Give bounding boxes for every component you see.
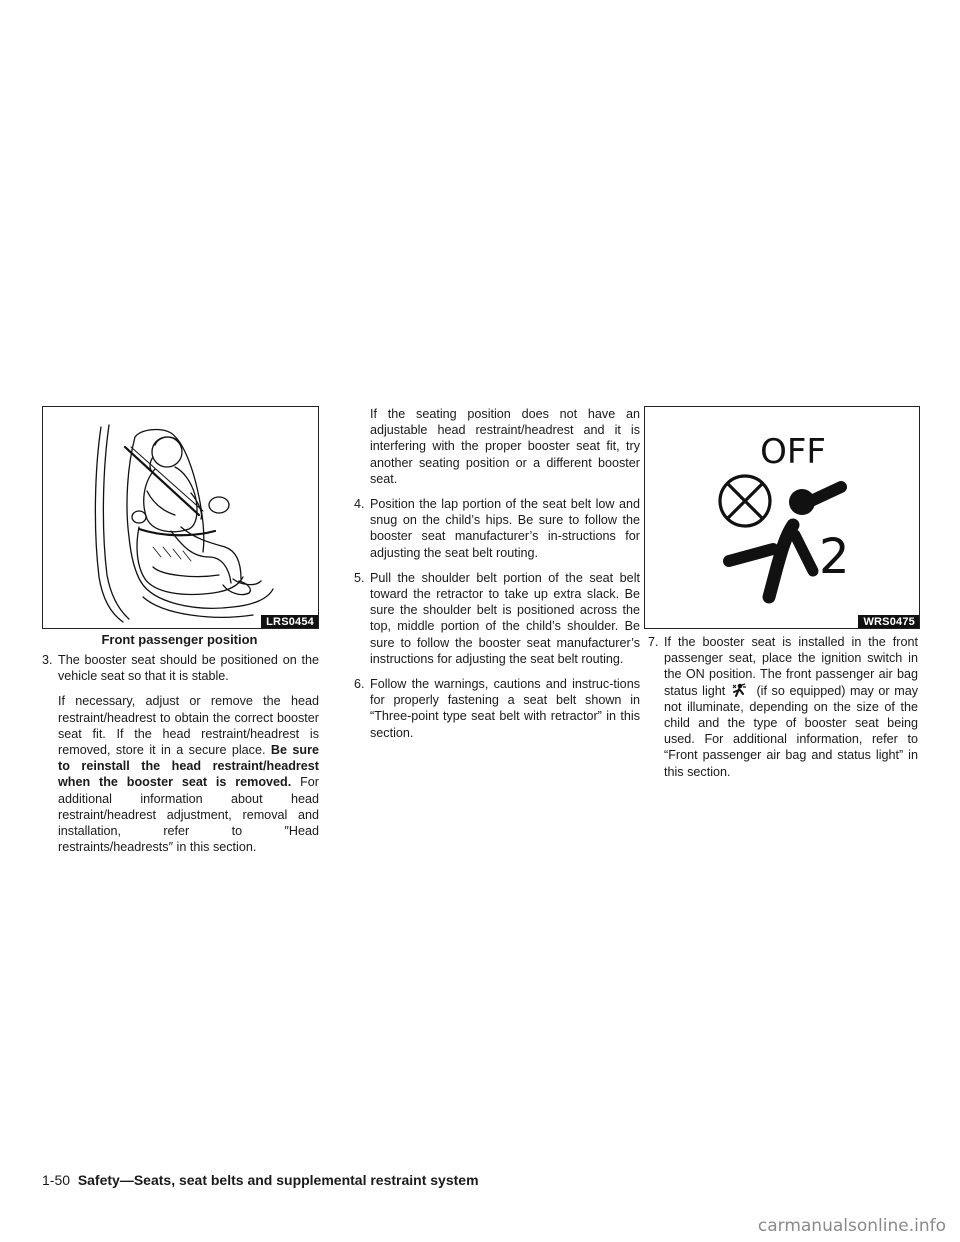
list-item-7 — [648, 634, 918, 780]
item-text-cont: (if so equipped) may or may not illuminate, depending on the size of the child and the type of booster seat being used. For additional information, refer to “Front passenger air bag and status light” in this section. — [664, 683, 919, 779]
paragraph-text: For additional information about head restraint/headrest adjustment, removal and installation, refer to ″Head restraints/headrests″ in this section. — [58, 775, 319, 855]
figure-airbag-indicator — [644, 406, 920, 629]
item-text: Follow the warnings, cautions and instruc-tions for properly fastening a seat belt shown in “Three-point type seat belt with retractor” in this section. — [370, 677, 640, 740]
figure-id-label: LRS0454 — [261, 615, 318, 628]
bold-warning: Be sure to reinstall the head restraint/headrest when the booster seat is removed. — [58, 743, 320, 790]
list-item-3 — [42, 652, 319, 684]
item-number: 5. — [354, 570, 365, 585]
column-3 — [648, 634, 918, 789]
passenger-airbag-off-icon — [645, 407, 919, 628]
item-text: If the booster seat is installed in the front passenger seat, place the ignition switch in the ON position. The front passenger air bag status light — [664, 635, 918, 698]
item-number: 7. — [648, 635, 659, 649]
seat-number: 2 — [819, 529, 850, 585]
watermark: carmanualsonline.info — [757, 1216, 946, 1236]
section-title: Safety—Seats, seat belts and supplemental restraint system — [77, 1172, 479, 1188]
figure-booster-seat — [42, 406, 319, 629]
list-item-5 — [354, 570, 640, 667]
column-2 — [354, 406, 640, 750]
figure-id-label: WRS0475 — [858, 615, 919, 628]
page-number: 1-50 — [42, 1172, 71, 1188]
off-text: OFF — [760, 432, 826, 472]
paragraph-text: If necessary, adjust or remove the head restraint/headrest to obtain the correct booster seat fit. If the head restraint/headrest is removed, store it in a secure place. — [58, 694, 319, 758]
airbag-status-icon — [730, 683, 752, 697]
item-number: 4. — [354, 497, 365, 512]
item-3-paragraph — [42, 693, 319, 855]
item-number: 6. — [354, 677, 365, 692]
list-item-4 — [354, 496, 640, 561]
item-number: 3. — [42, 653, 53, 667]
column-1 — [42, 652, 319, 864]
continued-paragraph: If the seating position does not have an adjustable head restraint/headrest and it is interfering with the proper booster seat fit, try another seating position or a different booster seat. — [370, 407, 640, 486]
item-text: Pull the shoulder belt portion of the seat belt toward the retractor to take up extra slack. Be sure the shoulder belt is positioned across the top, middle portion of the child’s shoulder. Be sure to follow the booster seat manufacturer’s instructions for adjusting the seat belt routing. — [370, 570, 640, 666]
page-footer — [42, 1172, 479, 1188]
list-item-6 — [354, 676, 640, 741]
item-text: Position the lap portion of the seat belt low and snug on the child’s hips. Be sure to follow the booster seat manufacturer’s in-structions for adjusting the seat belt routing. — [370, 497, 640, 560]
figure-caption: Front passenger position — [101, 632, 258, 647]
item-text: The booster seat should be positioned on the vehicle seat so that it is stable. — [58, 653, 319, 684]
child-in-booster-seat-icon — [43, 407, 318, 628]
